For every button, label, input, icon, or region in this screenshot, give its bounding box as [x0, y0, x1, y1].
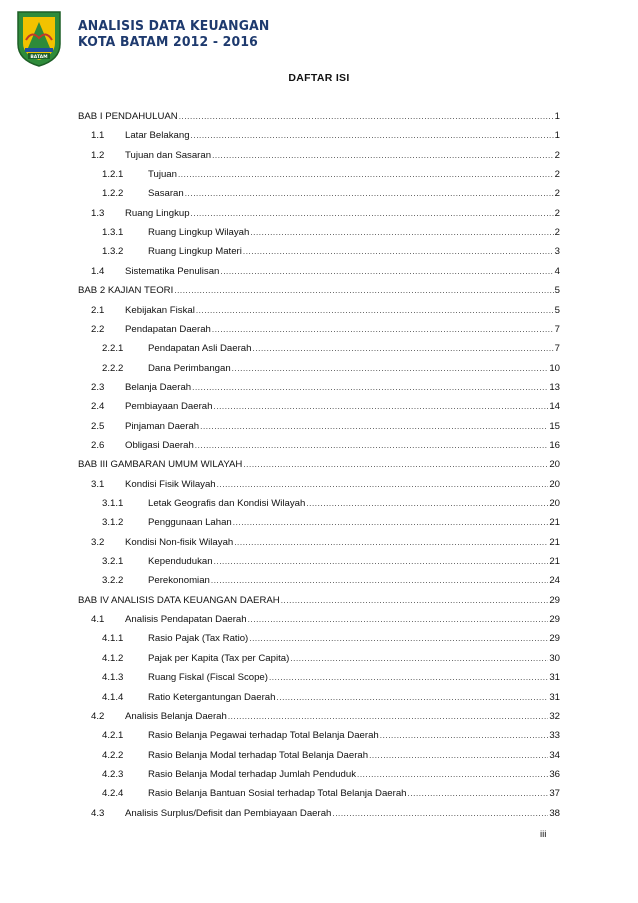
toc-entry-number: 1.3.1: [102, 227, 124, 239]
toc-dot-leader: [217, 478, 549, 492]
toc-entry-label: Letak Geografis dan Kondisi Wilayah: [148, 498, 306, 509]
toc-entry[interactable]: [78, 691, 560, 705]
toc-entry-number: 1.3: [91, 207, 105, 219]
toc-entry-page: 2: [554, 207, 560, 219]
toc-entry[interactable]: [78, 381, 560, 395]
toc-entry-number: 2.2.2: [102, 362, 124, 374]
batam-emblem-logo: [14, 8, 64, 68]
toc-entry-label: Rasio Pajak (Tax Ratio): [148, 633, 249, 645]
toc-entry[interactable]: [78, 149, 560, 163]
toc-dot-leader: [357, 768, 548, 782]
svg-text:BATAM: BATAM: [30, 55, 48, 60]
toc-entry-page: 3: [554, 246, 560, 258]
toc-entry-page: 33: [549, 730, 560, 742]
toc-entry-label: Rasio Belanja Bantuan Sosial terhadap Total Belanja Daerah: [148, 788, 407, 800]
toc-entry-number: 4.1.3: [102, 672, 124, 684]
toc-entry-label: BAB IV ANALISIS DATA KEUANGAN DAERAH: [78, 594, 280, 606]
toc-entry-page: 2: [554, 169, 560, 181]
toc-entry[interactable]: [78, 807, 560, 821]
toc-dot-leader: [211, 574, 548, 588]
toc-entry[interactable]: [78, 768, 560, 782]
toc-dot-leader: [369, 749, 548, 763]
toc-entry[interactable]: [78, 284, 560, 298]
toc-entry-label: Penggunaan Lahan: [148, 517, 232, 529]
toc-entry-label: Ruang Lingkup: [125, 207, 190, 219]
toc-dot-leader: [174, 284, 553, 298]
toc-entry-page: 32: [549, 710, 560, 722]
toc-entry[interactable]: [78, 129, 560, 143]
toc-entry-label: Analisis Belanja Daerah: [125, 710, 227, 722]
toc-dot-leader: [332, 807, 548, 821]
toc-entry-number: 4.1.1: [102, 633, 124, 645]
toc-entry-number: 1.1: [91, 130, 105, 142]
toc-entry-number: 4.2: [91, 710, 105, 722]
toc-dot-leader: [179, 110, 554, 124]
toc-entry[interactable]: [78, 168, 560, 182]
toc-entry-label: Sasaran: [148, 188, 184, 200]
toc-entry-page: 21: [549, 556, 560, 568]
toc-entry-label: Pinjaman Daerah: [125, 420, 200, 432]
toc-dot-leader: [228, 710, 548, 724]
toc-entry-number: 1.4: [91, 265, 105, 277]
toc-entry-label: Ruang Lingkup Wilayah: [148, 227, 250, 239]
toc-entry-page: 31: [549, 691, 560, 703]
page-title: DAFTAR ISI: [288, 72, 350, 84]
toc-dot-leader: [233, 516, 549, 530]
toc-entry-label: Kebijakan Fiskal: [125, 304, 195, 316]
toc-dot-leader: [234, 536, 548, 550]
toc-entry-label: BAB I PENDAHULUAN: [78, 111, 178, 122]
toc-dot-leader: [380, 729, 549, 743]
toc-dot-leader: [195, 439, 549, 453]
toc-entry[interactable]: [78, 458, 560, 472]
toc-entry-number: 2.6: [91, 439, 105, 451]
toc-entry[interactable]: [78, 323, 560, 337]
toc-dot-leader: [212, 149, 554, 163]
toc-dot-leader: [212, 323, 554, 337]
toc-entry-label: Ruang Lingkup Materi: [148, 246, 242, 258]
toc-entry-number: 3.1.1: [102, 498, 124, 509]
toc-dot-leader: [290, 652, 548, 666]
toc-entry[interactable]: [78, 574, 560, 588]
toc-entry[interactable]: [78, 439, 560, 453]
toc-entry-number: 2.2: [91, 323, 105, 335]
toc-entry[interactable]: [78, 536, 560, 550]
toc-entry-label: Pendapatan Daerah: [125, 323, 211, 335]
toc-entry-page: 7: [554, 343, 560, 355]
toc-dot-leader: [200, 420, 548, 434]
header-line-1: ANALISIS DATA KEUANGAN: [78, 18, 270, 34]
toc-entry[interactable]: [78, 226, 560, 240]
toc-entry-page: 15: [549, 420, 560, 432]
toc-entry-page: 16: [549, 439, 560, 451]
toc-entry-page: 1: [554, 111, 560, 122]
toc-entry[interactable]: [78, 497, 560, 511]
toc-entry-label: BAB 2 KAJIAN TEORI: [78, 285, 174, 297]
toc-entry-page: 30: [549, 652, 560, 664]
toc-entry[interactable]: [78, 265, 560, 279]
toc-entry-page: 2: [554, 227, 560, 239]
toc-entry-page: 10: [549, 362, 560, 374]
toc-entry-page: 24: [549, 575, 560, 587]
toc-entry[interactable]: [78, 594, 560, 608]
toc-entry[interactable]: [78, 516, 560, 530]
toc-entry-label: Pendapatan Asli Daerah: [148, 343, 252, 355]
toc-entry[interactable]: [78, 613, 560, 627]
document-header: [14, 8, 314, 68]
toc-entry[interactable]: [78, 671, 560, 685]
toc-entry-number: 3.1: [91, 478, 105, 490]
toc-entry-number: 3.2.2: [102, 575, 124, 587]
toc-entry-label: Kependudukan: [148, 556, 213, 568]
toc-dot-leader: [252, 342, 553, 356]
toc-entry-page: 5: [554, 285, 560, 297]
toc-entry-label: Ratio Ketergantungan Daerah: [148, 691, 276, 703]
toc-entry-page: 29: [549, 614, 560, 626]
toc-entry-page: 2: [554, 149, 560, 161]
toc-entry-label: Kondisi Non-fisik Wilayah: [125, 536, 234, 548]
toc-entry-number: 4.2.1: [102, 730, 124, 742]
toc-entry-page: 20: [549, 478, 560, 490]
toc-entry-label: Belanja Daerah: [125, 381, 192, 393]
toc-entry-page: 7: [554, 323, 560, 335]
toc-dot-leader: [232, 362, 549, 376]
toc-entry[interactable]: [78, 110, 560, 124]
toc-dot-leader: [196, 304, 554, 318]
header-line-2: KOTA BATAM 2012 - 2016: [78, 34, 258, 50]
toc-dot-leader: [250, 226, 553, 240]
toc-entry-label: Rasio Belanja Modal terhadap Jumlah Penduduk: [148, 768, 356, 780]
toc-dot-leader: [243, 458, 548, 472]
toc-entry-page: 21: [549, 517, 560, 529]
toc-entry[interactable]: [78, 187, 560, 201]
toc-entry-label: Dana Perimbangan: [148, 362, 231, 374]
toc-entry-number: 4.1: [91, 614, 105, 626]
toc-entry-page: 37: [549, 788, 560, 800]
toc-dot-leader: [249, 632, 548, 646]
toc-entry-page: 14: [549, 401, 560, 413]
toc-entry-number: 3.2: [91, 536, 105, 548]
toc-entry-number: 4.2.4: [102, 788, 124, 800]
page-number: iii: [540, 829, 547, 840]
toc-entry-page: 29: [549, 594, 560, 606]
toc-entry-page: 20: [549, 498, 560, 509]
toc-dot-leader: [306, 497, 548, 511]
toc-entry-number: 1.3.2: [102, 246, 124, 258]
toc-entry-label: Ruang Fiskal (Fiscal Scope): [148, 672, 268, 684]
toc-entry-page: 20: [549, 459, 560, 471]
toc-dot-leader: [408, 787, 549, 801]
toc-entry-number: 2.1: [91, 304, 105, 316]
toc-dot-leader: [243, 245, 554, 259]
toc-entry[interactable]: [78, 400, 560, 414]
toc-dot-leader: [214, 555, 549, 569]
toc-dot-leader: [191, 207, 554, 221]
toc-entry-page: 4: [554, 265, 560, 277]
toc-dot-leader: [191, 129, 554, 143]
toc-entry-page: 13: [549, 381, 560, 393]
toc-entry-page: 21: [549, 536, 560, 548]
toc-entry-label: Pajak per Kapita (Tax per Capita): [148, 652, 290, 664]
toc-entry[interactable]: [78, 420, 560, 434]
header-title: [78, 18, 269, 50]
toc-entry[interactable]: [78, 478, 560, 492]
toc-dot-leader: [248, 613, 549, 627]
toc-dot-leader: [281, 594, 549, 608]
toc-entry-page: 1: [554, 130, 560, 142]
toc-entry-label: Sistematika Penulisan: [125, 265, 220, 277]
toc-entry-number: 2.2.1: [102, 343, 124, 355]
toc-entry-label: Tujuan: [148, 169, 177, 181]
toc-entry-page: 36: [549, 768, 560, 780]
toc-entry[interactable]: [78, 245, 560, 259]
toc-entry[interactable]: [78, 749, 560, 763]
toc-entry-page: 2: [554, 188, 560, 200]
toc-entry[interactable]: [78, 207, 560, 221]
toc-entry-label: Kondisi Fisik Wilayah: [125, 478, 216, 490]
toc-entry-number: 2.4: [91, 401, 105, 413]
toc-entry-page: 34: [549, 749, 560, 761]
toc-entry[interactable]: [78, 304, 560, 318]
toc-entry[interactable]: [78, 362, 560, 376]
toc-entry-page: 5: [554, 304, 560, 316]
toc-entry-number: 2.5: [91, 420, 105, 432]
toc-entry-page: 29: [549, 633, 560, 645]
toc-entry-number: 4.1.4: [102, 691, 124, 703]
toc-entry-number: 4.1.2: [102, 652, 124, 664]
toc-dot-leader: [178, 168, 554, 182]
toc-dot-leader: [213, 400, 548, 414]
toc-entry-number: 3.2.1: [102, 556, 124, 568]
toc-entry[interactable]: [78, 652, 560, 666]
toc-entry-number: 3.1.2: [102, 517, 124, 529]
toc-entry-number: 4.2.2: [102, 749, 124, 761]
toc-entry-number: 4.2.3: [102, 768, 124, 780]
toc-entry[interactable]: [78, 342, 560, 356]
toc-entry[interactable]: [78, 710, 560, 724]
toc-entry-label: Perekonomian: [148, 575, 210, 587]
toc-entry[interactable]: [78, 729, 560, 743]
toc-entry-label: Pembiayaan Daerah: [125, 401, 213, 413]
toc-entry-number: 1.2.1: [102, 169, 124, 181]
toc-entry-label: Rasio Belanja Pegawai terhadap Total Belanja Daerah: [148, 730, 379, 742]
toc-entry[interactable]: [78, 555, 560, 569]
toc-entry-number: 1.2.2: [102, 188, 124, 200]
toc-dot-leader: [276, 691, 548, 705]
toc-entry[interactable]: [78, 787, 560, 801]
toc-entry-label: Tujuan dan Sasaran: [125, 149, 212, 161]
toc-entry[interactable]: [78, 632, 560, 646]
toc-entry-page: 31: [549, 672, 560, 684]
toc-entry-number: 1.2: [91, 149, 105, 161]
toc-entry-label: BAB III GAMBARAN UMUM WILAYAH: [78, 459, 243, 471]
toc-entry-label: Obligasi Daerah: [125, 439, 194, 451]
toc-entry-label: Latar Belakang: [125, 130, 190, 142]
toc-dot-leader: [192, 381, 548, 395]
toc-dot-leader: [185, 187, 554, 201]
toc-entry-label: Analisis Pendapatan Daerah: [125, 614, 247, 626]
toc-entry-label: Analisis Surplus/Defisit dan Pembiayaan Daerah: [125, 807, 332, 819]
toc-entry-page: 38: [549, 807, 560, 819]
toc-dot-leader: [220, 265, 553, 279]
toc-dot-leader: [269, 671, 548, 685]
toc-entry-number: 2.3: [91, 381, 105, 393]
toc-entry-label: Rasio Belanja Modal terhadap Total Belanja Daerah: [148, 749, 369, 761]
toc-entry-number: 4.3: [91, 807, 105, 819]
